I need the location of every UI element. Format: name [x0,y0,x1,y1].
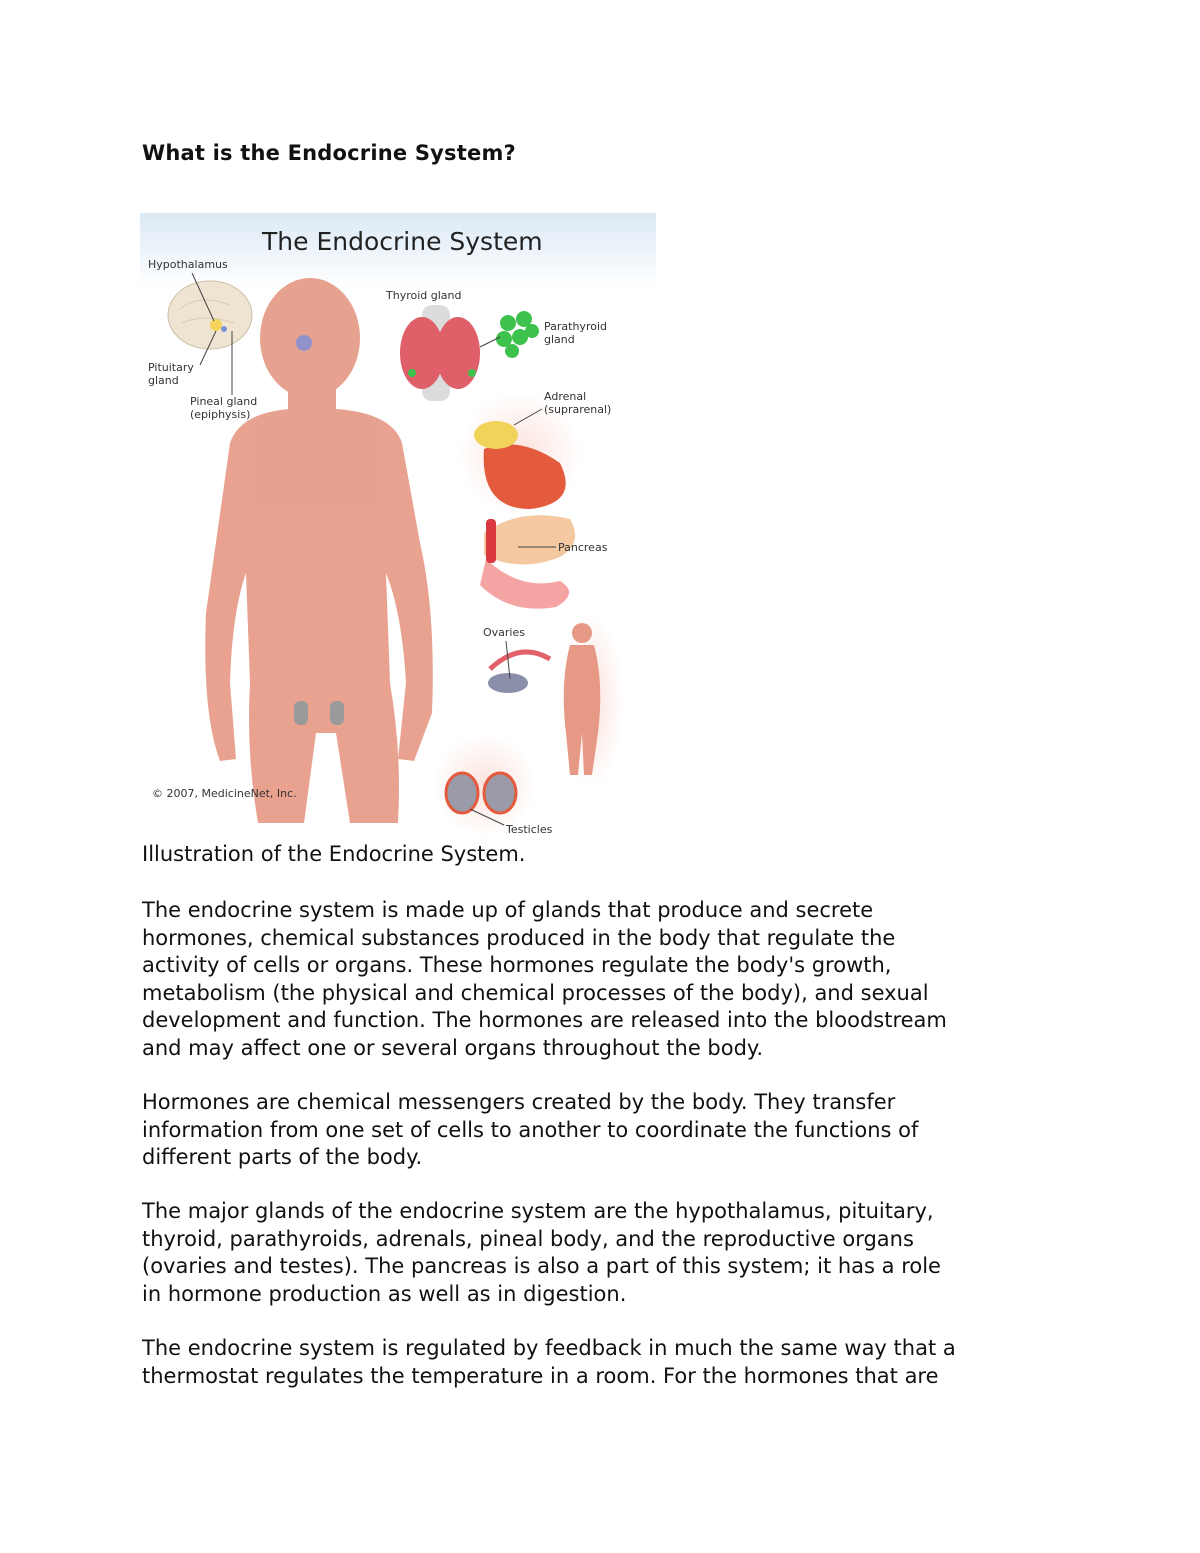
label-adrenal-1: Adrenal [544,390,587,403]
paragraph-2 [142,1089,1072,1172]
page-title: What is the Endocrine System? [142,141,516,165]
label-pituitary-1: Pituitary [148,361,194,374]
brain-inset [168,281,252,349]
pituitary-marker [296,335,312,351]
paragraph-line: different parts of the body. [142,1145,423,1169]
figure-copyright: © 2007, MedicineNet, Inc. [152,787,297,800]
label-pancreas: Pancreas [558,541,608,554]
testes-overlay [294,701,308,725]
paragraph-4 [142,1335,1072,1390]
paragraph-line: development and function. The hormones are released into the bloodstream [142,1008,947,1032]
label-testicles: Testicles [506,823,553,836]
label-adrenal-2: (suprarenal) [544,403,612,416]
label-pineal-2: (epiphysis) [190,408,251,421]
paragraph-line: Hormones are chemical messengers created by the body. They transfer [142,1090,896,1114]
label-parathyroid-2: gland [544,333,575,346]
paragraph-1 [142,897,1072,1062]
paragraph-line: The major glands of the endocrine system are the hypothalamus, pituitary, [142,1199,934,1223]
paragraph-line: The endocrine system is regulated by feedback in much the same way that a [142,1336,956,1360]
paragraph-line: thermostat regulates the temperature in a room. For the hormones that are [142,1363,939,1388]
label-ovaries: Ovaries [483,626,525,639]
paragraph-line: hormones, chemical substances produced in the body that regulate the [142,925,896,950]
figure-title: The Endocrine System [262,227,543,256]
paragraph-line: metabolism (the physical and chemical processes of the body), and sexual [142,980,929,1005]
paragraph-line: activity of cells or organs. These hormones regulate the body's growth, [142,953,892,977]
label-pituitary-2: gland [148,374,179,387]
label-parathyroid-1: Parathyroid [544,320,607,333]
paragraph-3 [142,1198,1072,1308]
figure-caption: Illustration of the Endocrine System. [142,842,526,866]
testes-overlay-right [330,701,344,725]
paragraph-line: information from one set of cells to another to coordinate the functions of [142,1117,919,1142]
paragraph-line: The endocrine system is made up of glands that produce and secrete [142,898,874,922]
paragraph-line: in hormone production as well as in digestion. [142,1281,627,1306]
endocrine-illustration [140,213,656,839]
paragraph-line: and may affect one or several organs throughout the body. [142,1035,764,1060]
label-thyroid: Thyroid gland [386,289,462,302]
label-hypothalamus: Hypothalamus [148,258,228,271]
label-pineal-1: Pineal gland [190,395,258,408]
paragraph-line: (ovaries and testes). The pancreas is also a part of this system; it has a role [142,1254,941,1278]
paragraph-line: thyroid, parathyroids, adrenals, pineal body, and the reproductive organs [142,1226,914,1251]
